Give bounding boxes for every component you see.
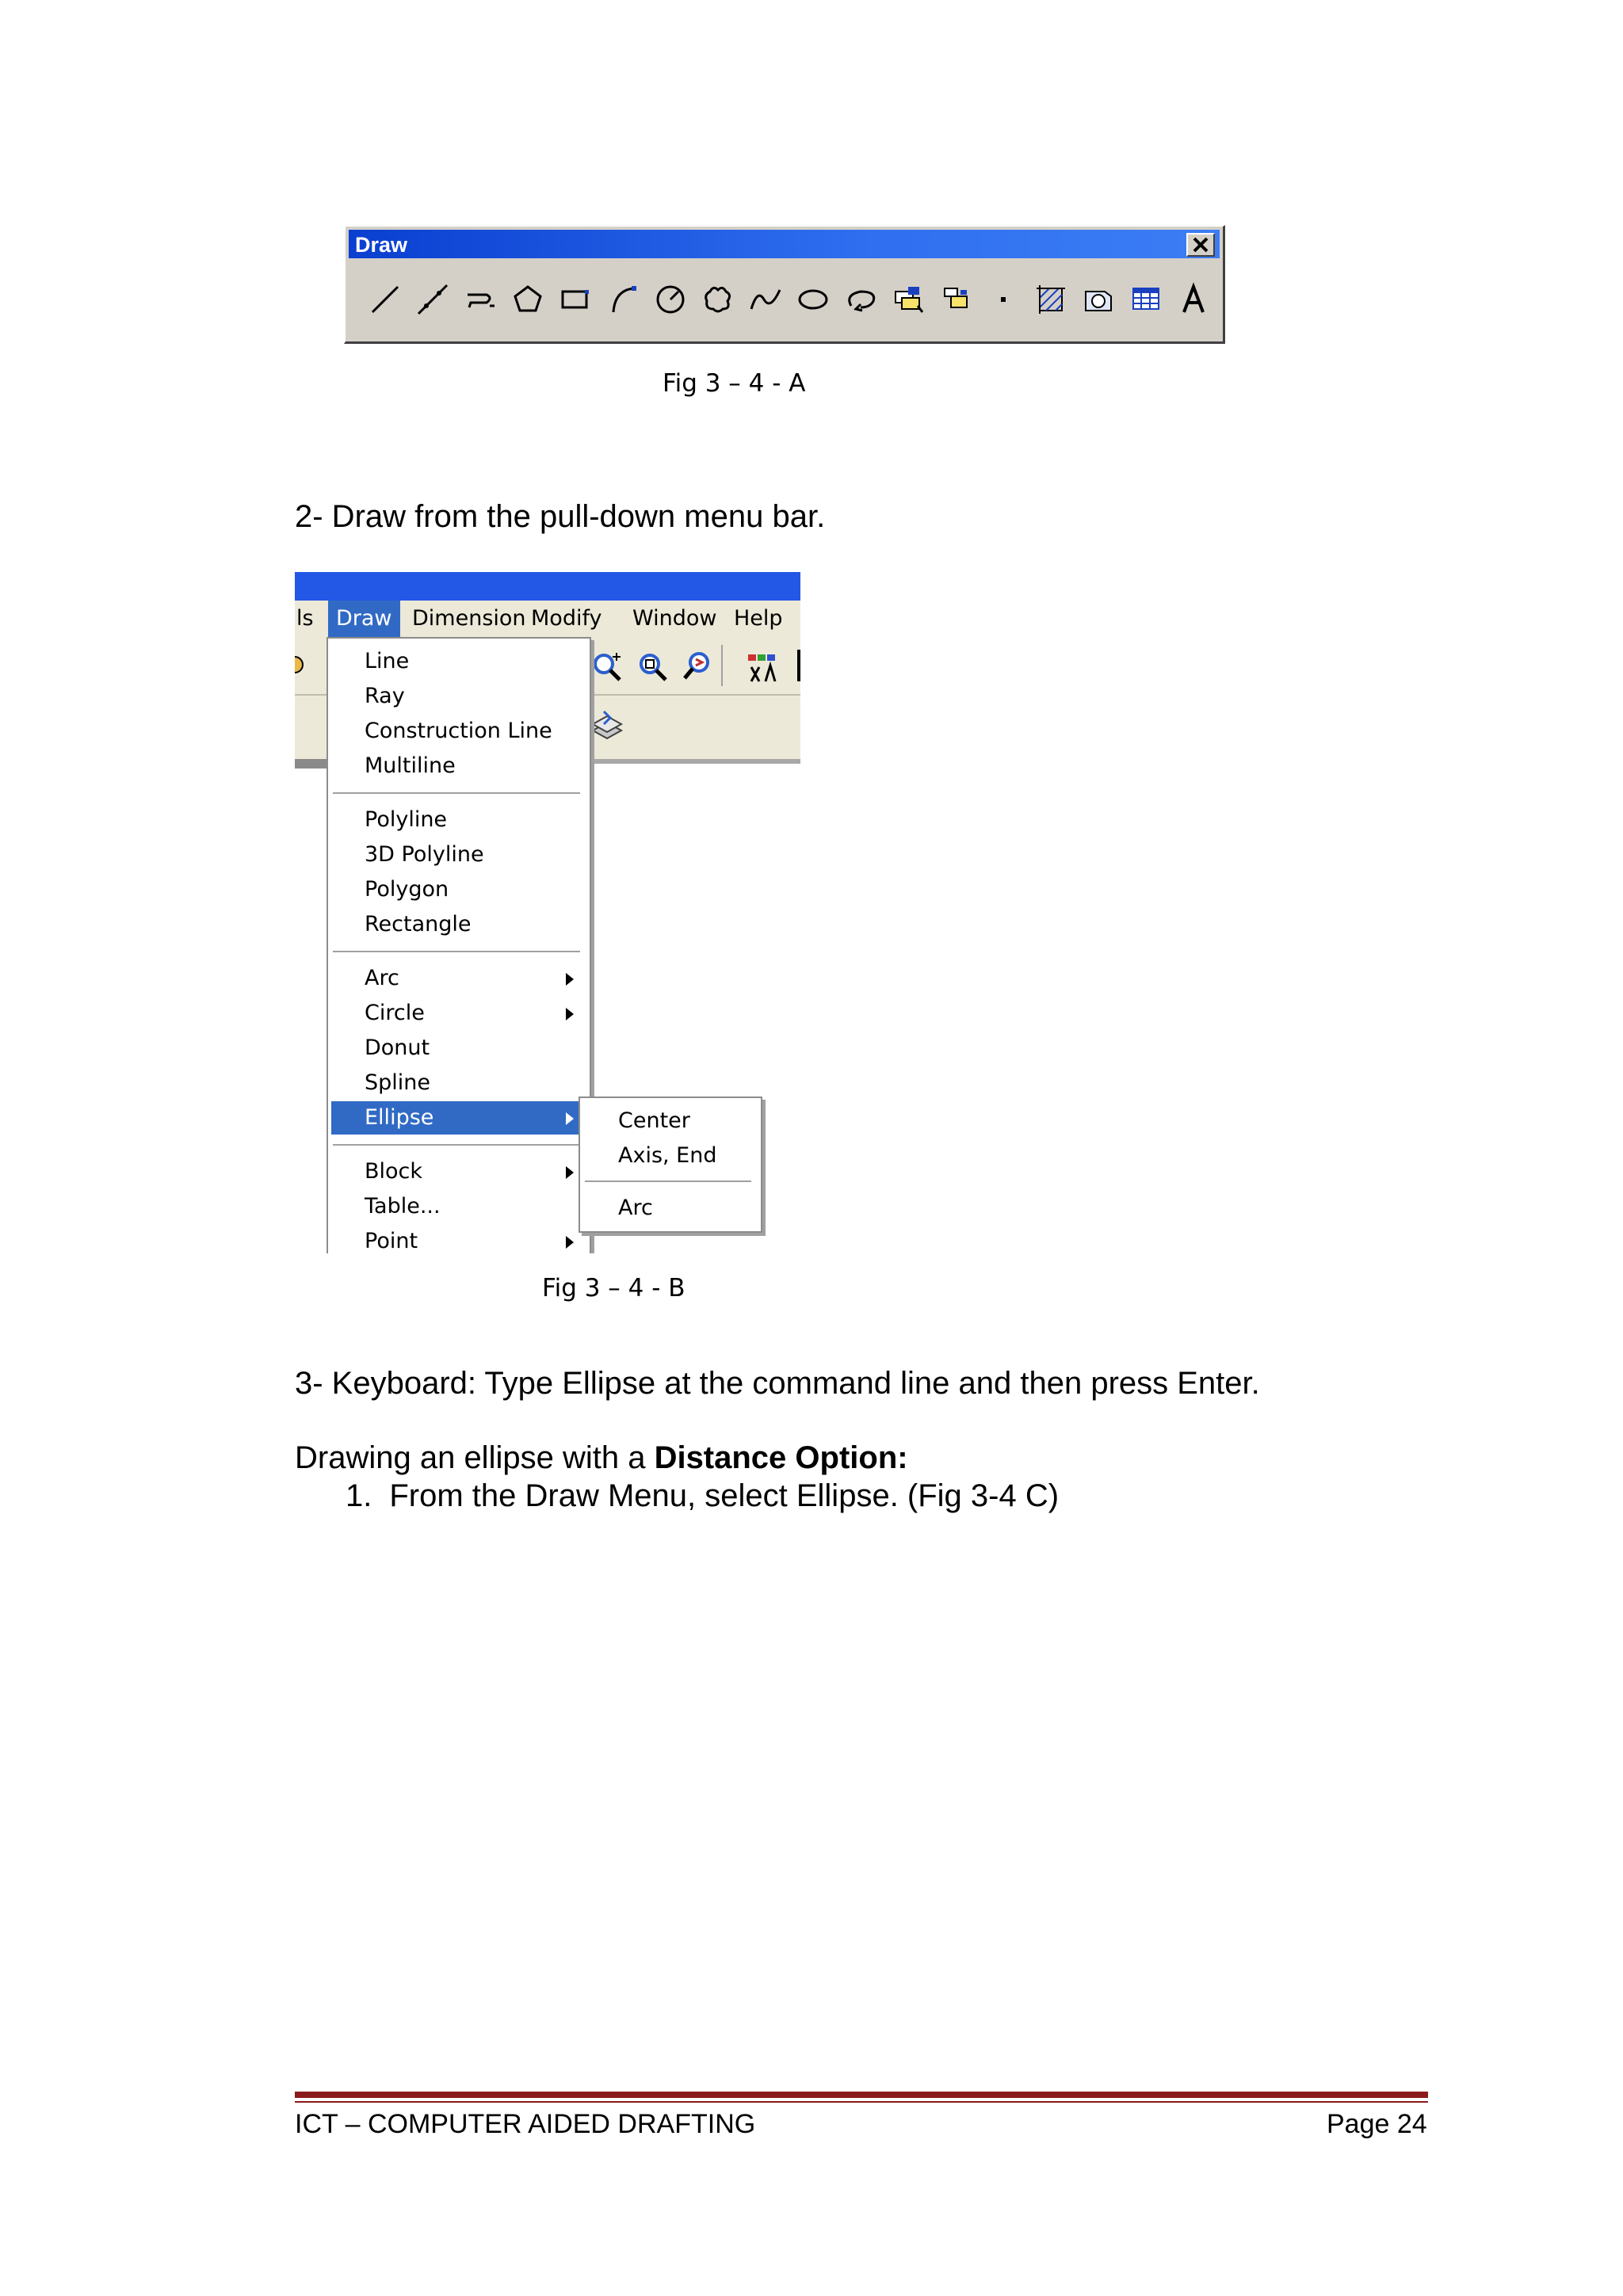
ellipse-submenu: [579, 1097, 762, 1233]
hatch-button[interactable]: [1027, 276, 1075, 323]
menu-item-label: Construction Line: [365, 719, 552, 743]
paragraph-bold-text: Distance Option:: [654, 1440, 908, 1475]
footer-title: ICT – COMPUTER AIDED DRAFTING: [295, 2109, 756, 2139]
toolbar-title-bar[interactable]: [349, 230, 1220, 258]
toolbar-icon-row: [361, 274, 1217, 325]
submenu-arrow-icon: [566, 1008, 574, 1020]
close-icon: [1192, 236, 1209, 254]
submenu-arrow-icon: [566, 1166, 574, 1179]
ellipse-arc-icon: [843, 282, 878, 317]
menu-item-label: Donut: [365, 1035, 430, 1060]
submenu-item-label: Arc: [618, 1196, 653, 1220]
spline-icon: [748, 282, 783, 317]
toolbar-separator: [721, 645, 723, 686]
submenu-arrow-icon: [566, 1112, 574, 1125]
submenu-arrow-icon: [566, 1236, 574, 1249]
draw-toolbar: [344, 225, 1225, 344]
menu-window[interactable]: Window: [632, 606, 717, 631]
menu-item-3d-polyline[interactable]: [331, 838, 586, 871]
hatch-icon: [1033, 282, 1068, 317]
menu-item-label: Line: [365, 649, 410, 673]
submenu-item-arc[interactable]: [583, 1192, 758, 1225]
menu-separator: [333, 792, 580, 794]
window-edge: [295, 759, 327, 769]
properties-icon[interactable]: [745, 650, 780, 685]
menu-item-label: Point: [365, 1229, 418, 1253]
multiline-text-icon: [1176, 282, 1211, 317]
menu-item-construction-line[interactable]: [331, 715, 586, 748]
list-item: [346, 1478, 1059, 1514]
footer-rule-thin: [295, 2101, 1428, 2103]
paragraph-keyboard: 3- Keyboard: Type Ellipse at the command line and then press Enter.: [295, 1366, 1260, 1401]
list-number: 1.: [346, 1478, 372, 1513]
menu-item-label: Polyline: [365, 807, 448, 832]
menu-item-label: Block: [365, 1159, 423, 1184]
partial-tool-edge: [797, 650, 800, 681]
submenu-arrow-icon: [566, 973, 574, 986]
menu-dimension[interactable]: Dimension: [412, 606, 526, 631]
toolbar-close-button[interactable]: [1186, 233, 1215, 257]
line-button[interactable]: [361, 276, 409, 323]
line-icon: [368, 282, 403, 317]
list-item-text: From the Draw Menu, select Ellipse. (Fig 3-4 C): [389, 1478, 1060, 1513]
menu-item-polygon[interactable]: [331, 873, 586, 906]
menu-help[interactable]: Help: [734, 606, 783, 631]
menu-item-label: 3D Polyline: [365, 842, 484, 867]
menu-item-label: Arc: [365, 966, 399, 990]
menu-tools[interactable]: ls: [296, 606, 314, 631]
menu-item-label: Circle: [365, 1001, 425, 1025]
layers-icon[interactable]: [588, 707, 626, 745]
construction-line-icon: [415, 282, 450, 317]
menu-item-label: Ellipse: [365, 1105, 434, 1130]
menu-item-point[interactable]: [331, 1225, 586, 1253]
toolbar-title: Draw: [355, 233, 408, 257]
paragraph-pull-down-menu: 2- Draw from the pull-down menu bar.: [295, 499, 826, 534]
arc-button[interactable]: [599, 276, 647, 323]
menu-item-label: Polygon: [365, 877, 449, 902]
paragraph-distance-option: [295, 1440, 908, 1476]
region-icon: [1081, 282, 1116, 317]
circle-icon: [653, 282, 688, 317]
menu-item-line[interactable]: [331, 645, 586, 678]
point-button[interactable]: [980, 276, 1027, 323]
menu-separator: [333, 951, 580, 952]
menu-item-label: Rectangle: [365, 912, 472, 936]
menu-item-arc[interactable]: [331, 962, 586, 995]
zoom-previous-icon[interactable]: [682, 650, 716, 685]
figure-caption-a: Fig 3 – 4 - A: [663, 369, 806, 398]
ellipse-arc-button[interactable]: [837, 276, 884, 323]
draw-menu-screenshot: [295, 572, 800, 1253]
insert-block-icon: [891, 282, 926, 317]
multiline-text-button[interactable]: [1170, 276, 1217, 323]
make-block-button[interactable]: [932, 276, 980, 323]
menu-item-circle[interactable]: [331, 997, 586, 1030]
arc-icon: [605, 282, 640, 317]
polyline-button[interactable]: [456, 276, 504, 323]
page-number: Page 24: [1327, 2109, 1427, 2139]
menu-item-polyline[interactable]: [331, 803, 586, 837]
menu-item-block[interactable]: [331, 1155, 586, 1188]
circle-button[interactable]: [647, 276, 694, 323]
menu-bar: [295, 601, 800, 637]
region-button[interactable]: [1075, 276, 1122, 323]
menu-item-ellipse[interactable]: [331, 1101, 586, 1135]
table-button[interactable]: [1122, 276, 1170, 323]
rectangle-button[interactable]: [552, 276, 599, 323]
make-block-icon: [938, 282, 973, 317]
polyline-icon: [463, 282, 498, 317]
draw-dropdown-menu: [327, 637, 591, 1253]
submenu-item-axis-end[interactable]: [583, 1139, 758, 1173]
figure-caption-b: Fig 3 – 4 - B: [542, 1274, 685, 1302]
menu-item-table[interactable]: [331, 1190, 586, 1223]
insert-block-button[interactable]: [884, 276, 932, 323]
menu-item-rectangle[interactable]: [331, 908, 586, 941]
partial-tool-icon: [295, 653, 306, 677]
menu-item-multiline[interactable]: [331, 749, 586, 783]
menu-item-spline[interactable]: [331, 1066, 586, 1100]
menu-item-label: Spline: [365, 1070, 431, 1095]
zoom-window-icon[interactable]: [636, 650, 670, 685]
menu-item-label: Multiline: [365, 753, 456, 778]
revision-cloud-button[interactable]: [694, 276, 742, 323]
window-title-bar: [295, 572, 800, 601]
submenu-item-label: Axis, End: [618, 1143, 717, 1168]
menu-item-label: Ray: [365, 684, 405, 708]
submenu-item-label: Center: [618, 1108, 690, 1133]
submenu-item-center[interactable]: [583, 1104, 758, 1138]
menu-separator: [333, 1144, 580, 1146]
menu-modify[interactable]: Modify: [531, 606, 602, 631]
menu-draw[interactable]: Draw: [328, 601, 400, 637]
menu-item-ray[interactable]: [331, 680, 586, 713]
polygon-icon: [510, 282, 545, 317]
polygon-button[interactable]: [504, 276, 552, 323]
rectangle-icon: [558, 282, 593, 317]
ellipse-button[interactable]: [789, 276, 837, 323]
point-icon: [986, 282, 1021, 317]
zoom-realtime-icon[interactable]: [590, 650, 624, 685]
spline-button[interactable]: [742, 276, 789, 323]
menu-separator: [585, 1180, 751, 1182]
paragraph-text: Drawing an ellipse with a: [295, 1440, 655, 1475]
footer-rule: [295, 2092, 1428, 2098]
table-icon: [1128, 282, 1163, 317]
ellipse-icon: [796, 282, 831, 317]
menu-item-label: Table...: [365, 1194, 441, 1219]
menu-item-donut[interactable]: [331, 1032, 586, 1065]
construction-line-button[interactable]: [409, 276, 456, 323]
revision-cloud-icon: [701, 282, 735, 317]
